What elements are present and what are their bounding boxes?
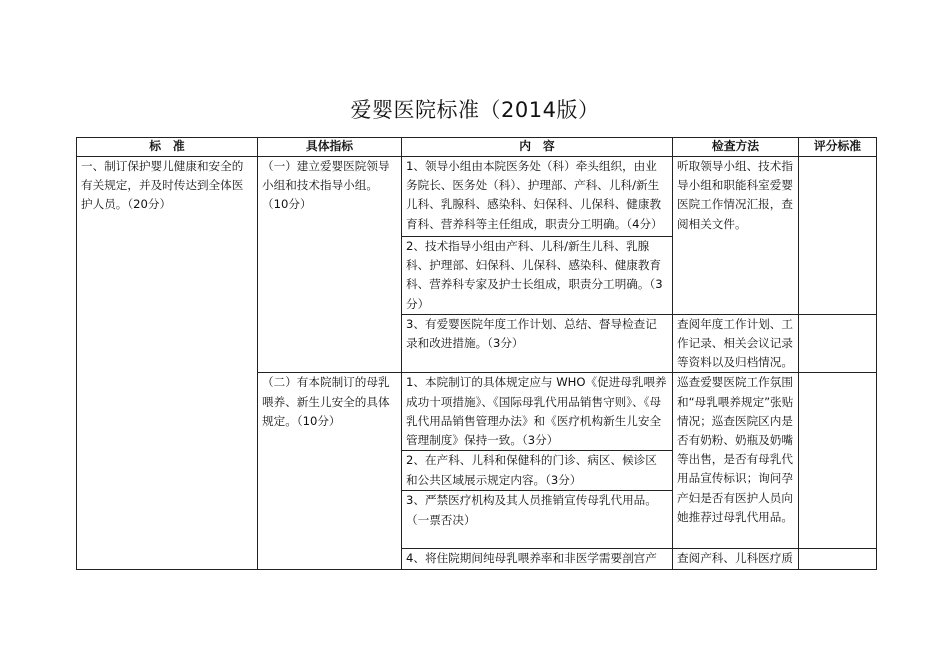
table-header-row: [77, 138, 877, 157]
table-row: [77, 157, 877, 237]
header-standard: 标 准: [77, 138, 258, 157]
standard-cell: 一、制订保护婴儿健康和安全的有关规定，并及时传达到全体医护人员。（20分）: [77, 157, 258, 570]
indicator-cell: （二）有本院制订的母乳喂养、新生儿安全的具体规定。（10分）: [258, 373, 402, 569]
score-cell: [799, 314, 877, 373]
document-title: 爱婴医院标准（2014版）: [350, 98, 600, 122]
header-score: 评分标准: [799, 138, 877, 157]
method-cell: 查阅年度工作计划、工作记录、相关会议记录等资料以及归档情况。: [673, 314, 799, 373]
method-cell: 查阅产科、儿科医疗质: [673, 549, 799, 569]
score-cell: [799, 549, 877, 569]
standards-table: [76, 137, 877, 570]
header-indicator: 具体指标: [258, 138, 402, 157]
indicator-cell: （一）建立爱婴医院领导小组和技术指导小组。（10分）: [258, 157, 402, 373]
score-cell: [799, 373, 877, 549]
content-cell: 2、在产科、儿科和保健科的门诊、病区、候诊区和公共区域展示规定内容。（3分）: [402, 451, 673, 491]
content-cell: 3、严禁医疗机构及其人员推销宣传母乳代用品。（一票否决）: [402, 491, 673, 549]
content-cell: 2、技术指导小组由产科、儿科/新生儿科、乳腺科、护理部、妇保科、儿保科、感染科、健康教育科、营养科专家及护士长组成，职责分工明确。（3分）: [402, 237, 673, 315]
score-cell: [799, 157, 877, 315]
method-cell: 听取领导小组、技术指导小组和职能科室爱婴医院工作情况汇报，查阅相关文件。: [673, 157, 799, 315]
header-content: 内 容: [402, 138, 673, 157]
content-cell: 1、领导小组由本院医务处（科）牵头组织，由业务院长、医务处（科）、护理部、产科、儿科/新生儿科、乳腺科、感染科、妇保科、儿保科、健康教育科、营养科等主任组成，职责分工明确。（4分）: [402, 157, 673, 237]
method-cell: 巡查爱婴医院工作氛围和“母乳喂养规定”张贴情况；巡查医院区内是否有奶粉、奶瓶及奶嘴等出售，是否有母乳代用品宣传标识；询问孕产妇是否有医护人员向她推荐过母乳代用品。: [673, 373, 799, 549]
content-cell: 4、将住院期间纯母乳喂养率和非医学需要剖宫产: [402, 549, 673, 569]
content-cell: 3、有爱婴医院年度工作计划、总结、督导检查记录和改进措施。（3分）: [402, 314, 673, 373]
content-cell: 1、本院制订的具体规定应与 WHO《促进母乳喂养成功十项措施》、《国际母乳代用品销售守则》、《母乳代用品销售管理办法》和《医疗机构新生儿安全管理制度》保持一致。（3分）: [402, 373, 673, 451]
header-method: 检查方法: [673, 138, 799, 157]
